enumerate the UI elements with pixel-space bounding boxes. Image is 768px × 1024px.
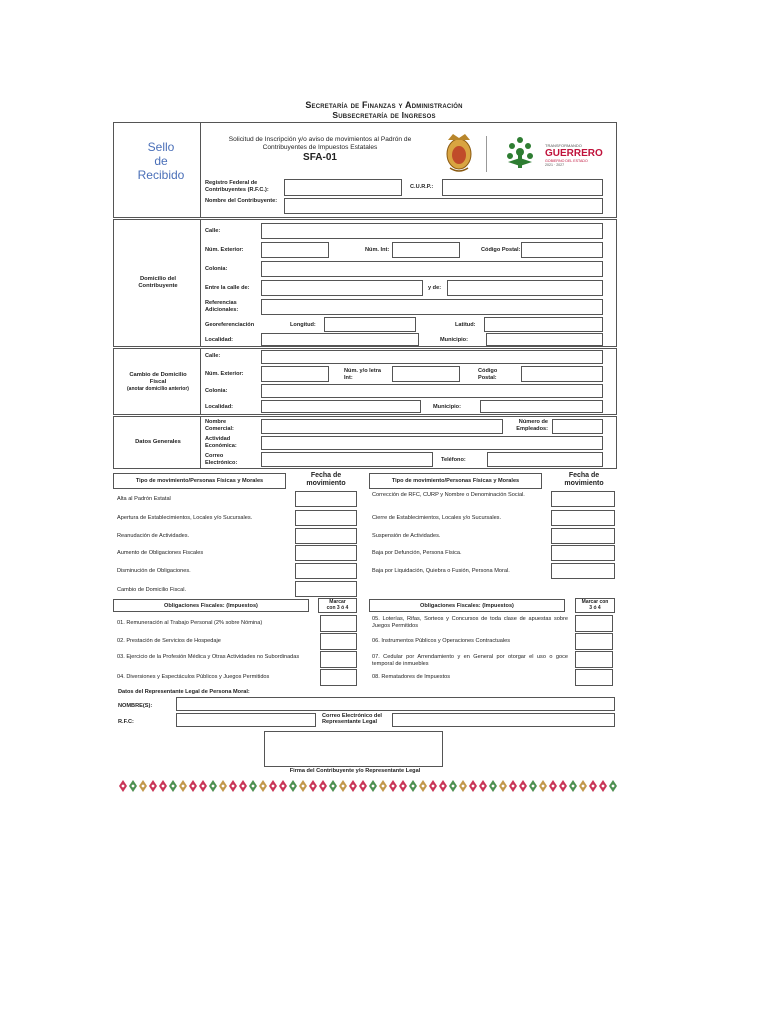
referencias-label: Referencias Adicionales: bbox=[205, 300, 239, 313]
cambio-num-int-field[interactable] bbox=[392, 366, 460, 382]
cambio-calle-label: Calle: bbox=[205, 353, 221, 359]
fecha-right-field[interactable] bbox=[551, 563, 615, 579]
municipio-field[interactable] bbox=[486, 333, 603, 346]
stamp-area bbox=[130, 140, 192, 182]
stamp-line-2: de bbox=[154, 154, 168, 168]
ornament-motif bbox=[299, 780, 307, 792]
correo-field[interactable] bbox=[261, 452, 433, 467]
rfc-field[interactable] bbox=[284, 179, 402, 196]
ornament-motif bbox=[419, 780, 427, 792]
ornament-motif bbox=[359, 780, 367, 792]
representante-rfc-field[interactable] bbox=[176, 713, 316, 727]
ornament-motif bbox=[129, 780, 137, 792]
form-title bbox=[215, 136, 425, 164]
telefono-field[interactable] bbox=[487, 452, 603, 467]
movimiento-right-item: Corrección de RFC, CURP y Nombre o Denominación Social. bbox=[372, 492, 525, 498]
representante-correo-field[interactable] bbox=[392, 713, 615, 727]
colonia-field[interactable] bbox=[261, 261, 603, 277]
ornament-motif bbox=[169, 780, 177, 792]
ornament-motif bbox=[239, 780, 247, 792]
curp-label: C.U.R.P.: bbox=[410, 184, 434, 190]
decorative-band-icon bbox=[118, 778, 618, 794]
telefono-label: Teléfono: bbox=[441, 457, 466, 463]
curp-field[interactable] bbox=[442, 179, 603, 196]
ornament-motif bbox=[539, 780, 547, 792]
ornament-motif bbox=[319, 780, 327, 792]
obligacion-right-item: 05. Loterías, Rifas, Sorteos y Concursos de toda clase de apuestas sobre Juegos Permitidos bbox=[372, 616, 568, 629]
domicilio-section-label: Domicilio del Contribuyente bbox=[138, 276, 178, 289]
obligaciones-header-right: Obligaciones Fiscales: (Impuestos) bbox=[369, 599, 565, 612]
ornament-motif bbox=[559, 780, 567, 792]
localidad-label: Localidad: bbox=[205, 337, 233, 343]
generales-section-label: Datos Generales bbox=[135, 439, 181, 445]
ornament-motif bbox=[189, 780, 197, 792]
fecha-header-left-line-2: movimiento bbox=[306, 480, 346, 487]
name-field[interactable] bbox=[284, 198, 603, 214]
logo-sub: GOBIERNO DEL ESTADO bbox=[545, 159, 588, 163]
fecha-right-field[interactable] bbox=[551, 545, 615, 561]
ornament-motif bbox=[179, 780, 187, 792]
marcar-right-line-2: 3 ó 4 bbox=[589, 604, 601, 611]
obligacion-right-item: 07. Cedular por Arrendamiento y en General por otorgar el uso o goce temporal de inmuebles bbox=[372, 654, 568, 667]
representante-nombre-field[interactable] bbox=[176, 697, 615, 711]
cambio-cp-field[interactable] bbox=[521, 366, 603, 382]
obligacion-right-item: 06. Instrumentos Públicos y Operaciones Contractuales bbox=[372, 638, 511, 644]
ornament-motif bbox=[219, 780, 227, 792]
cambio-colonia-label: Colonia: bbox=[205, 388, 228, 394]
ornament-motif bbox=[469, 780, 477, 792]
fecha-left-field[interactable] bbox=[295, 528, 357, 544]
logo-divider bbox=[486, 136, 487, 172]
ornament-motif bbox=[279, 780, 287, 792]
movimiento-right-item: Baja por Defunción, Persona Física. bbox=[372, 550, 462, 556]
fecha-header-right-line-2: movimiento bbox=[564, 480, 604, 487]
representante-rfc-label: R.F.C: bbox=[118, 719, 134, 725]
fecha-left-field[interactable] bbox=[295, 581, 357, 597]
logo-years: 2021 · 2027 bbox=[545, 163, 565, 167]
cambio-municipio-label: Municipio: bbox=[433, 404, 461, 410]
rfc-label: Registro Federal de Contribuyentes (R.F.C.): bbox=[205, 180, 269, 193]
y-de-field[interactable] bbox=[447, 280, 603, 296]
colonia-label: Colonia: bbox=[205, 266, 228, 272]
obligacion-left-check[interactable] bbox=[320, 669, 357, 686]
obligacion-right-check[interactable] bbox=[575, 651, 613, 668]
georef-label: Georeferenciación bbox=[205, 322, 255, 328]
cp-label: Código Postal: bbox=[481, 247, 521, 253]
ornament-motif bbox=[119, 780, 127, 792]
cambio-cp-label: Código Postal: bbox=[478, 368, 498, 381]
divider bbox=[200, 348, 201, 415]
movimiento-left-item: Cambio de Domicilio Fiscal. bbox=[117, 587, 187, 593]
fecha-right-field[interactable] bbox=[551, 491, 615, 507]
ornament-motif bbox=[379, 780, 387, 792]
ornament-motif bbox=[229, 780, 237, 792]
form-title-line-2: Contribuyentes de Impuestos Estatales bbox=[262, 144, 378, 151]
num-ext-label: Núm. Exterior: bbox=[205, 247, 244, 253]
movimiento-left-item: Disminución de Obligaciones. bbox=[117, 568, 191, 574]
marcar-right-line-1: Marcar con bbox=[581, 599, 609, 605]
localidad-field[interactable] bbox=[261, 333, 419, 346]
cambio-colonia-field[interactable] bbox=[261, 384, 603, 398]
fecha-header-right-line-1: Fecha de bbox=[568, 472, 600, 479]
ornament-motif bbox=[139, 780, 147, 792]
ornament-motif bbox=[429, 780, 437, 792]
cambio-localidad-field[interactable] bbox=[261, 400, 421, 413]
marcar-left-line-1: Marcar bbox=[329, 599, 346, 605]
obligacion-left-check[interactable] bbox=[320, 633, 357, 650]
ornament-motif bbox=[569, 780, 577, 792]
movimiento-left-item: Alta al Padrón Estatal bbox=[117, 496, 171, 502]
representante-title: Datos del Representante Legal de Persona Moral: bbox=[118, 689, 250, 695]
cambio-num-int-label: Núm. y/o letra Int: bbox=[344, 368, 381, 381]
y-de-label: y de: bbox=[428, 285, 442, 291]
ornament-motif bbox=[259, 780, 267, 792]
longitud-label: Longitud: bbox=[290, 322, 316, 328]
ornament-motif bbox=[449, 780, 457, 792]
fecha-left-field[interactable] bbox=[295, 510, 357, 526]
ornament-motif bbox=[499, 780, 507, 792]
movimiento-right-item: Baja por Liquidación, Quiebra o Fusión, Persona Moral. bbox=[372, 568, 510, 574]
movimiento-left-item: Reanudación de Actividades. bbox=[117, 533, 190, 539]
movimiento-header-left: Tipo de movimiento/Personas Físicas y Morales bbox=[113, 473, 286, 489]
ornament-motif bbox=[269, 780, 277, 792]
ornament-motif bbox=[409, 780, 417, 792]
ornament-motif bbox=[149, 780, 157, 792]
ornament-motif bbox=[459, 780, 467, 792]
header-subtitle: Subsecretaría de Ingresos bbox=[332, 110, 436, 120]
ornament-motif bbox=[589, 780, 597, 792]
ornament-motif bbox=[549, 780, 557, 792]
obligacion-left-item: 04. Diversiones y Espectáculos Públicos y Juegos Permitidos bbox=[117, 674, 270, 680]
ornament-motif bbox=[529, 780, 537, 792]
movimiento-left-item: Aumento de Obligaciones Fiscales bbox=[117, 550, 204, 556]
ornament-motif bbox=[599, 780, 607, 792]
movimiento-header-right: Tipo de movimiento/Personas Físicas y Morales bbox=[369, 473, 542, 489]
cambio-localidad-label: Localidad: bbox=[205, 404, 233, 410]
entre-calle-label: Entre la calle de: bbox=[205, 285, 250, 291]
cambio-section-line-1: Cambio de Domicilio bbox=[129, 372, 187, 378]
logo-small-text: TRANSFORMANDO bbox=[545, 143, 582, 148]
fecha-left-field[interactable] bbox=[295, 491, 357, 507]
cambio-num-ext-label: Núm. Exterior: bbox=[205, 371, 244, 377]
cambio-num-ext-field[interactable] bbox=[261, 366, 329, 382]
ornament-motif bbox=[349, 780, 357, 792]
fecha-right-field[interactable] bbox=[551, 528, 615, 544]
ornament-motif bbox=[209, 780, 217, 792]
marcar-header-right bbox=[575, 598, 615, 613]
calle-field[interactable] bbox=[261, 223, 603, 239]
municipio-label: Municipio: bbox=[440, 337, 468, 343]
form-code: SFA-01 bbox=[303, 152, 337, 163]
ornament-motif bbox=[439, 780, 447, 792]
obligacion-right-check[interactable] bbox=[575, 633, 613, 650]
ornament-motif bbox=[509, 780, 517, 792]
divider bbox=[200, 122, 201, 218]
num-empleados-label: Número de Empleados: bbox=[516, 419, 548, 432]
obligacion-right-item: 08. Rematadores de Impuestos bbox=[372, 674, 451, 680]
representante-correo-label: Correo Electrónico del Representante Legal bbox=[322, 713, 382, 725]
actividad-field[interactable] bbox=[261, 436, 603, 450]
num-int-field[interactable] bbox=[392, 242, 460, 258]
ornament-motif bbox=[579, 780, 587, 792]
ornament-motif bbox=[489, 780, 497, 792]
num-ext-field[interactable] bbox=[261, 242, 329, 258]
marcar-header-left bbox=[318, 598, 357, 613]
obligacion-left-check[interactable] bbox=[320, 651, 357, 668]
movimiento-left-item: Apertura de Establecimientos, Locales y/o Sucursales. bbox=[117, 515, 253, 521]
obligacion-left-check[interactable] bbox=[320, 615, 357, 632]
ornament-motif bbox=[249, 780, 257, 792]
obligacion-right-check[interactable] bbox=[575, 669, 613, 686]
name-label: Nombre del Contribuyente: bbox=[205, 198, 278, 204]
ornament-motif bbox=[609, 780, 617, 792]
num-int-label: Núm. Int: bbox=[365, 247, 390, 253]
ornament-motif bbox=[339, 780, 347, 792]
nombre-comercial-label: Nombre Comercial: bbox=[205, 419, 234, 432]
longitud-field[interactable] bbox=[324, 317, 416, 332]
cambio-municipio-field[interactable] bbox=[480, 400, 603, 413]
cp-field[interactable] bbox=[521, 242, 603, 258]
cambio-section-line-2: Fiscal bbox=[149, 379, 167, 385]
form-title-line-1: Solicitud de Inscripción y/o aviso de movimientos al Padrón de bbox=[228, 136, 412, 143]
ornament-motif bbox=[159, 780, 167, 792]
state-seal-icon bbox=[442, 130, 476, 174]
obligacion-left-item: 02. Prestación de Servicios de Hospedaje bbox=[117, 638, 221, 644]
ornament-motif bbox=[479, 780, 487, 792]
fecha-right-field[interactable] bbox=[551, 510, 615, 526]
fecha-left-field[interactable] bbox=[295, 545, 357, 561]
calle-label: Calle: bbox=[205, 228, 221, 234]
fecha-header-left bbox=[292, 472, 360, 488]
actividad-label: Actividad Económica: bbox=[205, 436, 237, 449]
logo-name: GUERRERO bbox=[545, 148, 603, 159]
obligacion-right-check[interactable] bbox=[575, 615, 613, 632]
movimiento-right-item: Suspensión de Actividades. bbox=[372, 533, 441, 539]
fecha-left-field[interactable] bbox=[295, 563, 357, 579]
nombre-comercial-field[interactable] bbox=[261, 419, 503, 434]
stamp-line-1: Sello bbox=[147, 140, 175, 154]
ornament-motif bbox=[329, 780, 337, 792]
cambio-calle-field[interactable] bbox=[261, 350, 603, 364]
firma-label: Firma del Contribuyente y/o Representante Legal bbox=[289, 768, 421, 774]
cambio-section-line-3: (anotar domicilio anterior) bbox=[127, 386, 189, 392]
firma-field[interactable] bbox=[264, 731, 443, 767]
entre-calle-field[interactable] bbox=[261, 280, 423, 296]
ornament-motif bbox=[309, 780, 317, 792]
header-title: Secretaría de Finanzas y Administración bbox=[305, 100, 463, 110]
ornament-motif bbox=[369, 780, 377, 792]
divider bbox=[200, 219, 201, 347]
latitud-label: Latitud: bbox=[455, 322, 476, 328]
stamp-line-3: Recibido bbox=[137, 168, 185, 182]
latitud-field[interactable] bbox=[484, 317, 603, 332]
cambio-section-label bbox=[118, 372, 198, 393]
marcar-left-line-2: con 3 ó 4 bbox=[326, 604, 349, 611]
num-empleados-field[interactable] bbox=[552, 419, 603, 434]
movimiento-right-item: Cierre de Establecimientos, Locales y/o Sucursales. bbox=[372, 515, 502, 521]
ornament-motif bbox=[389, 780, 397, 792]
ornament-motif bbox=[289, 780, 297, 792]
fecha-header-left-line-1: Fecha de bbox=[310, 472, 342, 479]
ornament-motif bbox=[399, 780, 407, 792]
correo-label: Correo Electrónico: bbox=[205, 453, 238, 466]
fecha-header-right bbox=[550, 472, 618, 488]
divider bbox=[200, 416, 201, 469]
representante-nombre-label: NOMBRE(S): bbox=[118, 703, 153, 709]
ornament-motif bbox=[199, 780, 207, 792]
obligacion-left-item: 01. Remuneración al Trabajo Personal (2% sobre Nómina) bbox=[117, 620, 263, 626]
obligacion-left-item: 03. Ejercicio de la Profesión Médica y Otras Actividades no Subordinadas bbox=[117, 654, 300, 660]
guerrero-logo bbox=[545, 143, 615, 167]
ornament-motif bbox=[519, 780, 527, 792]
guerrero-emblem-icon bbox=[500, 132, 540, 172]
referencias-field[interactable] bbox=[261, 299, 603, 315]
obligaciones-header-left: Obligaciones Fiscales: (Impuestos) bbox=[113, 599, 309, 612]
